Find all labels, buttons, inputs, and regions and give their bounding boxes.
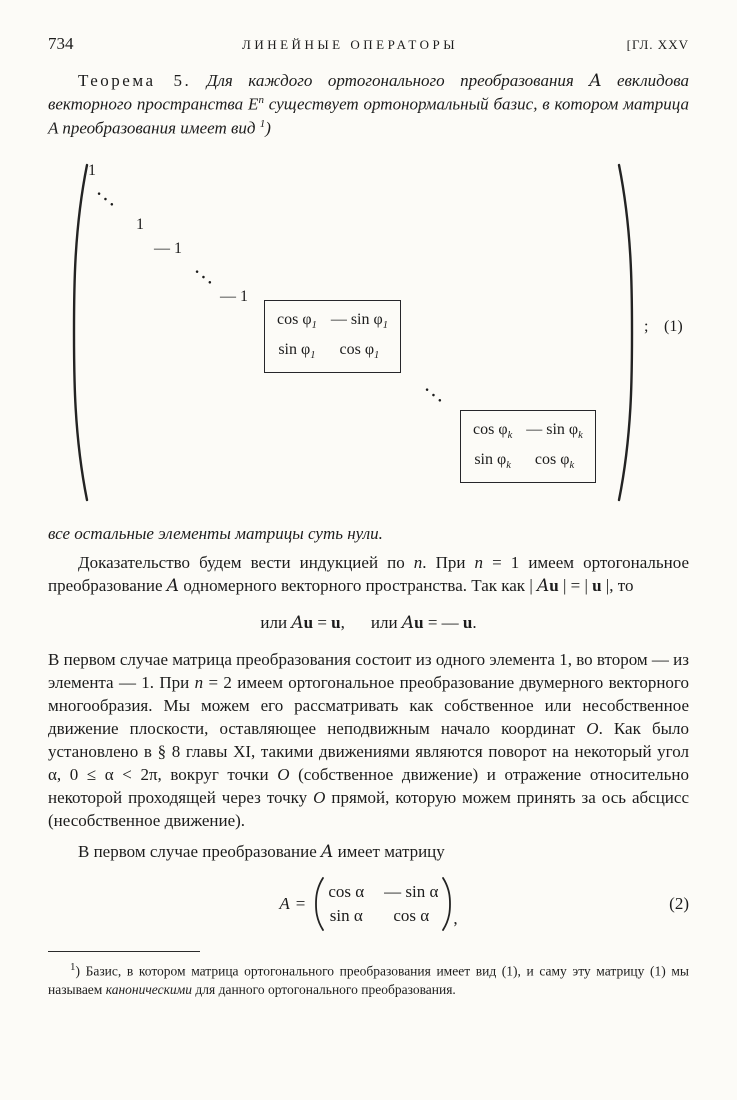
vector-u: u (549, 576, 559, 596)
operator-script-a: A (401, 613, 415, 633)
sin-term: sin φ (278, 341, 311, 359)
text-run: . Как было установлено в § 8 главы XI, такими движениями являются поворот на некоторый угол α, 0 ≤ α < 2π, вокруг точки (48, 718, 689, 784)
text-run: = — (423, 613, 463, 632)
text-run: имеет матрицу (333, 841, 445, 861)
text-run: = (313, 613, 332, 632)
text-run: Доказательство будем вести индукцией по (78, 553, 414, 573)
vector-u: u (331, 613, 341, 632)
neg-sin-term: — sin α (384, 882, 439, 902)
vector-u: u (303, 613, 314, 632)
text-run: прямой, которую можем принять за ось абсцисс (несобственное движение). (48, 787, 689, 830)
matrix-entry-one: 1 (136, 216, 144, 234)
cos-term: cos φ (277, 311, 312, 329)
text-run: (собственное движение) и отражение относительно некоторой проходящей через точку (48, 764, 689, 807)
subscript: 1 (374, 350, 380, 362)
cos-term: cos φ (534, 451, 570, 469)
theorem-text-run: преобразования имеет вид (58, 118, 260, 138)
text-run: для данного ортогонального преобразования. (192, 982, 456, 998)
text-run: , (340, 613, 345, 632)
subscript: k (569, 460, 575, 472)
matrix-semicolon: ; (644, 318, 649, 336)
running-title: ЛИНЕЙНЫЕ ОПЕРАТОРЫ (242, 37, 459, 52)
operator-script-a: A (166, 576, 180, 597)
footnote-reference-paren: ) (265, 118, 271, 138)
case-equations-line (48, 613, 689, 633)
euclidean-space-letter: E (248, 94, 259, 114)
footnote-marker: 1 (70, 961, 76, 974)
matrix-letter-a: A (48, 118, 59, 138)
case-analysis-paragraph (48, 649, 689, 833)
subscript: 1 (311, 320, 317, 332)
neg-sin-term: — sin φ (526, 421, 579, 439)
block-cell (473, 451, 512, 471)
vector-u: u (592, 576, 602, 596)
block-cell (331, 311, 388, 331)
trailing-comma: , (453, 909, 458, 929)
subscript: 1 (382, 320, 388, 332)
operator-script-a: A (589, 71, 602, 91)
vector-u: u (414, 613, 424, 632)
vector-u: u (462, 613, 473, 632)
equation-left-paren (313, 875, 325, 933)
block-cell (526, 451, 583, 471)
point-O: O (313, 787, 326, 807)
matrix-entry-minus-one: — 1 (220, 288, 248, 306)
text-run: | = | (558, 576, 593, 596)
block-cell (473, 421, 512, 441)
operator-script-a: A (291, 613, 304, 633)
matrix-remark-line: все остальные элементы матрицы суть нули. (48, 524, 383, 544)
point-O: O (277, 764, 290, 784)
operator-script-a: A (321, 841, 334, 862)
text-run: = 2 имеем ортогональное преобразование двумерного векторного многообразия. Мы можем его рассматривать как собственное или несобственное движение плоскости, оставляющее неподвижным начало координат (48, 672, 689, 738)
text-run: одномерного векторного пространства. Так как | (179, 576, 537, 596)
matrix-letter-a: A (279, 894, 290, 914)
rotation-block-1 (264, 300, 401, 372)
subscript: k (506, 460, 511, 472)
footnote-separator (48, 951, 200, 952)
cos-term: cos α (328, 882, 365, 902)
neg-sin-term: — sin φ (330, 311, 383, 329)
cos-term: cos φ (473, 421, 508, 439)
block-cell (526, 421, 583, 441)
point-O: O (586, 718, 599, 738)
matrix-left-paren (68, 160, 90, 505)
var-n: n (194, 672, 204, 692)
cos-term: cos φ (339, 341, 375, 359)
var-n: n (474, 553, 484, 573)
theorem-text-run: евклидова векторного пространства (48, 71, 689, 114)
theorem-text-run: Для каждого ортогонального преобразования (191, 71, 590, 90)
emphasized-term: каноническими (105, 982, 193, 998)
var-n: n (413, 553, 423, 573)
equation-2-body (279, 875, 457, 933)
text-run: В первом случае матрица преобразования состоит из одного элемента 1, во втором — из элемента — 1. При (48, 650, 689, 692)
block-cell (331, 341, 388, 361)
theorem-label: Теорема 5. (78, 71, 192, 90)
block-cell (277, 341, 317, 361)
matrix-entry-minus-one: — 1 (154, 240, 182, 258)
subscript: k (578, 430, 583, 442)
cos-term: cos α (393, 906, 430, 926)
chapter-reference: [ГЛ. XXV (626, 37, 689, 52)
block-cell (277, 311, 317, 331)
canonical-matrix-display (48, 160, 689, 508)
text-run: В первом случае преобразование (78, 841, 322, 861)
theorem-5-paragraph (48, 70, 689, 140)
rotation-block-k (460, 410, 596, 482)
text-run: |, то (601, 576, 634, 596)
diagonal-dots-icon: ··· (419, 382, 450, 412)
equation-2 (48, 875, 689, 933)
page-number: 734 (48, 34, 74, 53)
subscript: 1 (310, 350, 316, 362)
text-run: или (370, 613, 402, 632)
matrix-right-paren (616, 160, 638, 505)
theorem-text-run: существует ортонормальный базис, в котором матрица (263, 94, 689, 114)
text-run: . (472, 613, 477, 632)
diagonal-dots-icon: ··· (91, 186, 122, 216)
rotation-matrix-2x2 (325, 882, 441, 926)
sin-term: sin α (329, 906, 363, 926)
diagonal-dots-icon: ··· (189, 264, 220, 294)
matrix-intro-paragraph (48, 841, 689, 864)
equation-right-paren (441, 875, 453, 933)
text-run: или (260, 613, 292, 632)
equals-sign: = (295, 894, 306, 914)
footnote-marker-paren: ) (75, 963, 86, 979)
operator-script-a: A (536, 576, 550, 597)
space-dimension-superscript: n (258, 93, 264, 106)
page-header (48, 34, 689, 54)
footnote-1 (48, 960, 689, 999)
sin-term: sin φ (474, 451, 507, 469)
footnote-reference: 1 (259, 117, 266, 130)
text-run: Базис, в котором матрица ортогонального преобразования имеет вид (1), и саму эту матрицу (1) мы называем (48, 963, 689, 998)
proof-paragraph (48, 552, 689, 598)
equation-2-number: (2) (669, 894, 689, 914)
equation-1-number: (1) (664, 318, 683, 336)
matrix-entry-one: 1 (88, 162, 96, 180)
subscript: k (507, 430, 513, 442)
text-run: = 1 имеем ортогональное преобразование (48, 553, 690, 596)
text-run: . При (422, 553, 475, 573)
